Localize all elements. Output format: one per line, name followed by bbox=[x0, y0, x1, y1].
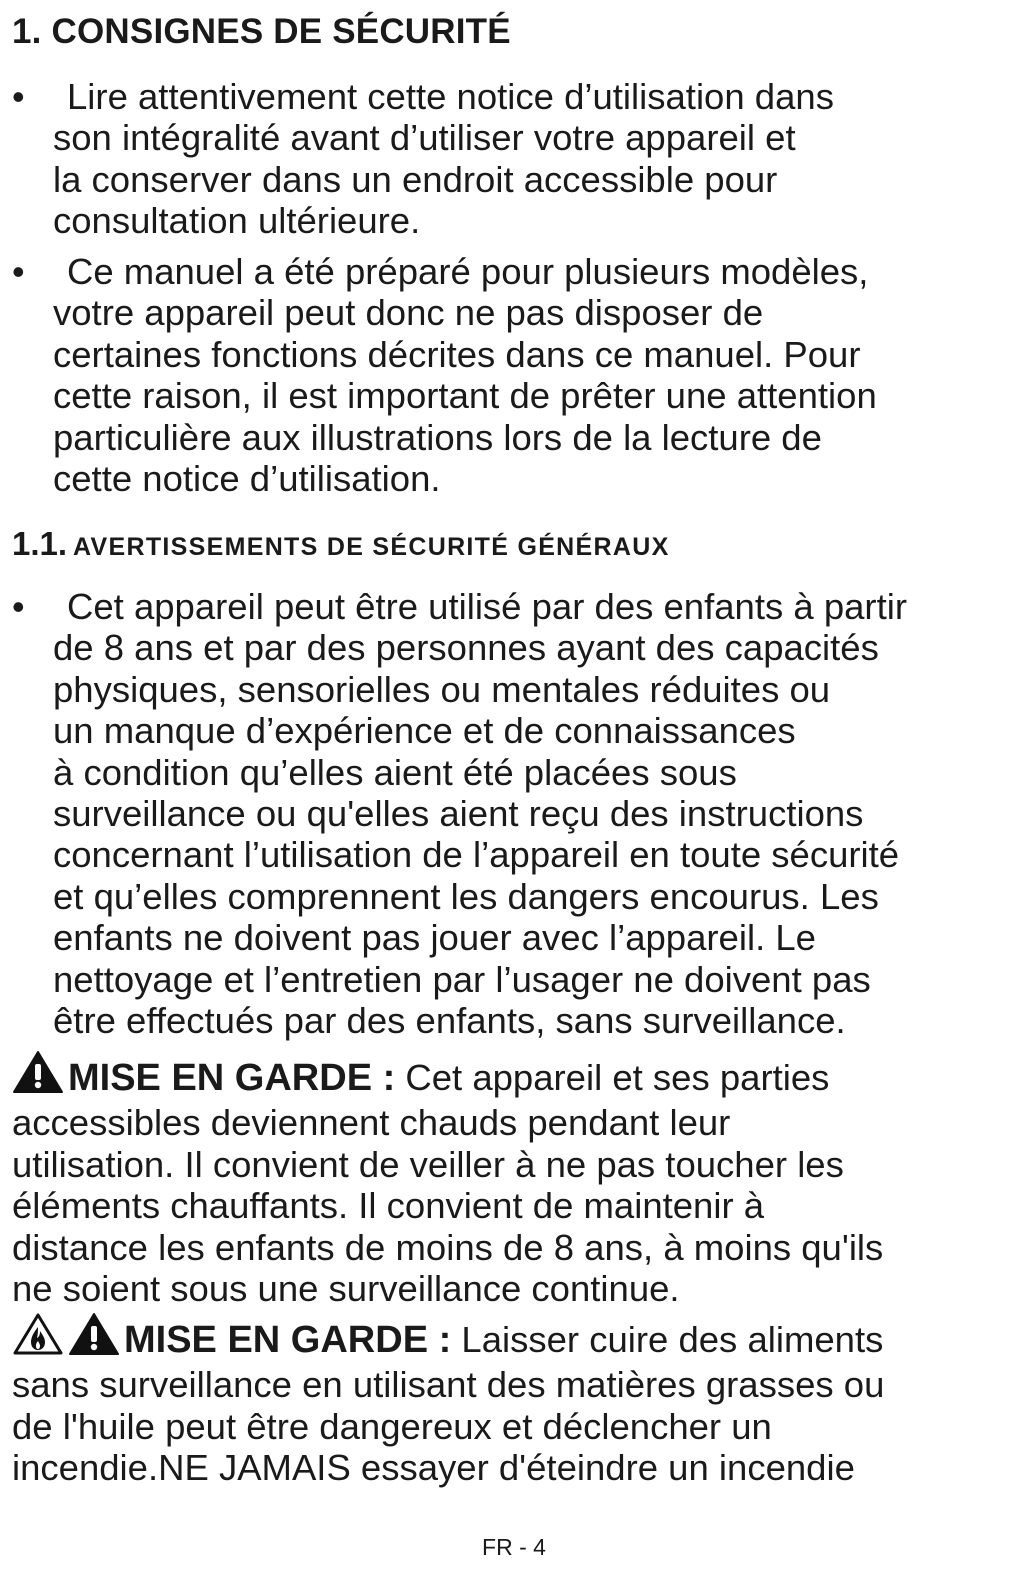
text-line: concernant l’utilisation de l’appareil en toute sécurité bbox=[53, 834, 900, 876]
text-line: de 8 ans et par des personnes ayant des capacités bbox=[53, 627, 879, 669]
page-number: FR - 4 bbox=[482, 1534, 546, 1560]
text-line: incendie.NE JAMAIS essayer d'éteindre un incendie bbox=[12, 1447, 855, 1489]
text-line: Cet appareil peut être utilisé par des enfants à partir bbox=[67, 586, 907, 627]
warning-block-1 bbox=[12, 1050, 883, 1309]
text-line: enfants ne doivent pas jouer avec l’appareil. Le bbox=[53, 917, 816, 959]
bullet-symbol: • bbox=[12, 586, 25, 627]
text-line: surveillance ou qu'elles aient reçu des instructions bbox=[53, 793, 864, 835]
text-line: éléments chauffants. Il convient de maintenir à bbox=[12, 1185, 765, 1227]
text-line: sans surveillance en utilisant des matières grasses ou bbox=[12, 1364, 885, 1406]
bullet-text bbox=[53, 586, 907, 1041]
text-line: Laisser cuire des aliments bbox=[451, 1319, 884, 1360]
text-line: votre appareil peut donc ne pas disposer de bbox=[53, 292, 764, 334]
warning-triangle-icon bbox=[68, 1312, 120, 1364]
text-line: Lire attentivement cette notice d’utilisation dans bbox=[67, 76, 834, 117]
text-line: cette raison, il est important de prêter une attention bbox=[53, 375, 877, 417]
bullet-symbol: • bbox=[12, 251, 25, 292]
text-line: distance les enfants de moins de 8 ans, à moins qu'ils bbox=[12, 1226, 884, 1268]
fire-hazard-icon bbox=[12, 1312, 64, 1364]
bullet-symbol: • bbox=[12, 76, 25, 117]
subsection-heading bbox=[12, 522, 670, 573]
text-line: Ce manuel a été préparé pour plusieurs modèles, bbox=[67, 251, 869, 292]
text-line: utilisation. Il convient de veiller à ne pas toucher les bbox=[12, 1143, 844, 1185]
text-line: être effectués par des enfants, sans surveillance. bbox=[53, 1000, 846, 1042]
text-line: Cet appareil et ses parties bbox=[395, 1057, 830, 1098]
text-line: particulière aux illustrations lors de la lecture de bbox=[53, 416, 822, 458]
text-line: un manque d’expérience et de connaissances bbox=[53, 710, 796, 752]
text-line: son intégralité avant d’utiliser votre appareil et bbox=[53, 117, 796, 159]
text-line: à condition qu’elles aient été placées sous bbox=[53, 751, 737, 793]
text-line: accessibles deviennent chauds pendant leur bbox=[12, 1102, 731, 1144]
text-line: ne soient sous une surveillance continue. bbox=[12, 1268, 680, 1310]
warning-triangle-icon bbox=[12, 1050, 64, 1102]
text-line: consultation ultérieure. bbox=[53, 200, 421, 242]
warning-block-2 bbox=[12, 1312, 884, 1489]
warning-label: MISE EN GARDE : bbox=[68, 1057, 396, 1099]
subsection-title: AVERTISSEMENTS DE SÉCURITÉ GÉNÉRAUX bbox=[73, 533, 670, 561]
text-line: de l'huile peut être dangereux et déclencher un bbox=[12, 1405, 772, 1447]
section-heading bbox=[12, 10, 511, 54]
section-title: CONSIGNES DE SÉCURITÉ bbox=[51, 12, 511, 51]
bullet-text bbox=[53, 76, 834, 242]
text-line: et qu’elles comprennent les dangers encourus. Les bbox=[53, 875, 879, 917]
text-line: la conserver dans un endroit accessible pour bbox=[53, 158, 778, 200]
text-line: physiques, sensorielles ou mentales réduites ou bbox=[53, 668, 831, 710]
bullet-text bbox=[53, 251, 877, 499]
text-line: cette notice d’utilisation. bbox=[53, 458, 441, 500]
subsection-number: 1.1. bbox=[12, 525, 68, 562]
text-line: nettoyage et l’entretien par l’usager ne doivent pas bbox=[53, 958, 871, 1000]
text-line: certaines fonctions décrites dans ce manuel. Pour bbox=[53, 333, 861, 375]
section-number: 1. bbox=[12, 12, 42, 51]
warning-label: MISE EN GARDE : bbox=[124, 1319, 452, 1361]
